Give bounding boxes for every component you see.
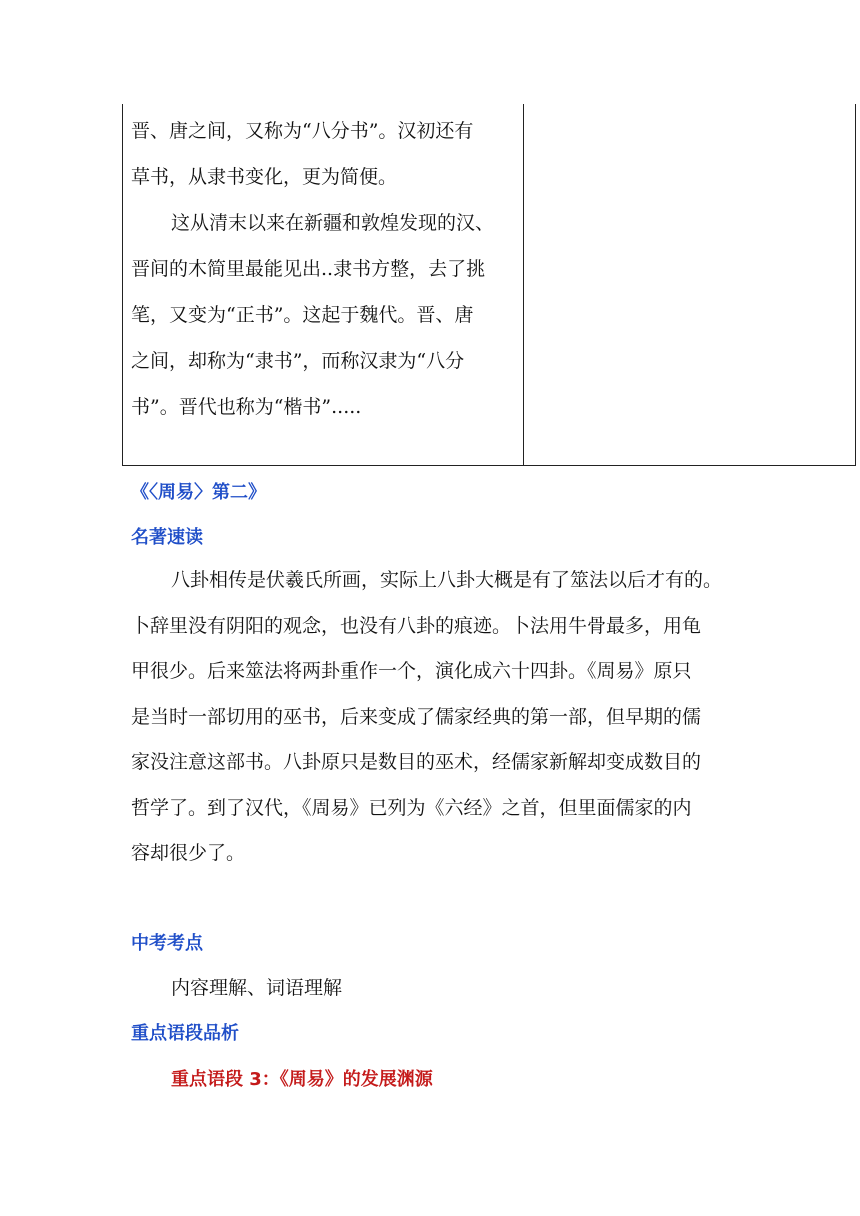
- body-line: 是当时一部切用的巫书，后来变成了儒家经典的第一部，但早期的儒: [131, 705, 702, 728]
- quick-read-heading: 名著速读: [131, 527, 203, 548]
- table-column-divider: [523, 104, 524, 465]
- table-text-line: 这从清末以来在新疆和敦煌发现的汉、: [171, 212, 495, 234]
- table-text-line: 晋、唐之间，又称为“八分书”。汉初还有: [131, 120, 474, 142]
- key-passage-subheading: 重点语段 3：《周易》的发展渊源: [171, 1069, 433, 1090]
- exam-points-text: 内容理解、词语理解: [171, 977, 343, 999]
- table-text-line: 草书，从隶书变化，更为简便。: [131, 166, 398, 188]
- body-line: 甲很少。后来筮法将两卦重作一个，演化成六十四卦。《周易》原只: [131, 660, 692, 682]
- table-text-line: 晋间的木简里最能见出..隶书方整，去了挑: [131, 258, 486, 280]
- body-line: 容却很少了。: [131, 842, 246, 864]
- table-left-cell: [131, 108, 515, 430]
- body-line: 八卦相传是伏羲氏所画，实际上八卦大概是有了筮法以后才有的。: [171, 569, 723, 591]
- exam-points-heading: 中考考点: [131, 933, 203, 954]
- content-table: [122, 104, 856, 466]
- table-text-line: 笔，又变为“正书”。这起于魏代。晋、唐: [131, 304, 474, 326]
- table-right-cell: [525, 104, 855, 465]
- body-line: 哲学了。到了汉代，《周易》已列为《六经》之首，但里面儒家的内: [131, 796, 692, 819]
- key-passage-heading: 重点语段品析: [131, 1023, 239, 1044]
- body-line: 卜辞里没有阴阳的观念，也没有八卦的痕迹。卜法用牛骨最多，用龟: [131, 614, 702, 637]
- table-text-line: 书”。晋代也称为“楷书”.....: [131, 396, 362, 418]
- table-text-line: 之间，却称为“隶书”，而称汉隶为“八分: [131, 350, 465, 372]
- chapter-title: 《〈周易〉第二》: [131, 482, 266, 503]
- body-line: 家没注意这部书。八卦原只是数目的巫术，经儒家新解却变成数目的: [131, 751, 702, 773]
- quick-read-body: [131, 558, 751, 877]
